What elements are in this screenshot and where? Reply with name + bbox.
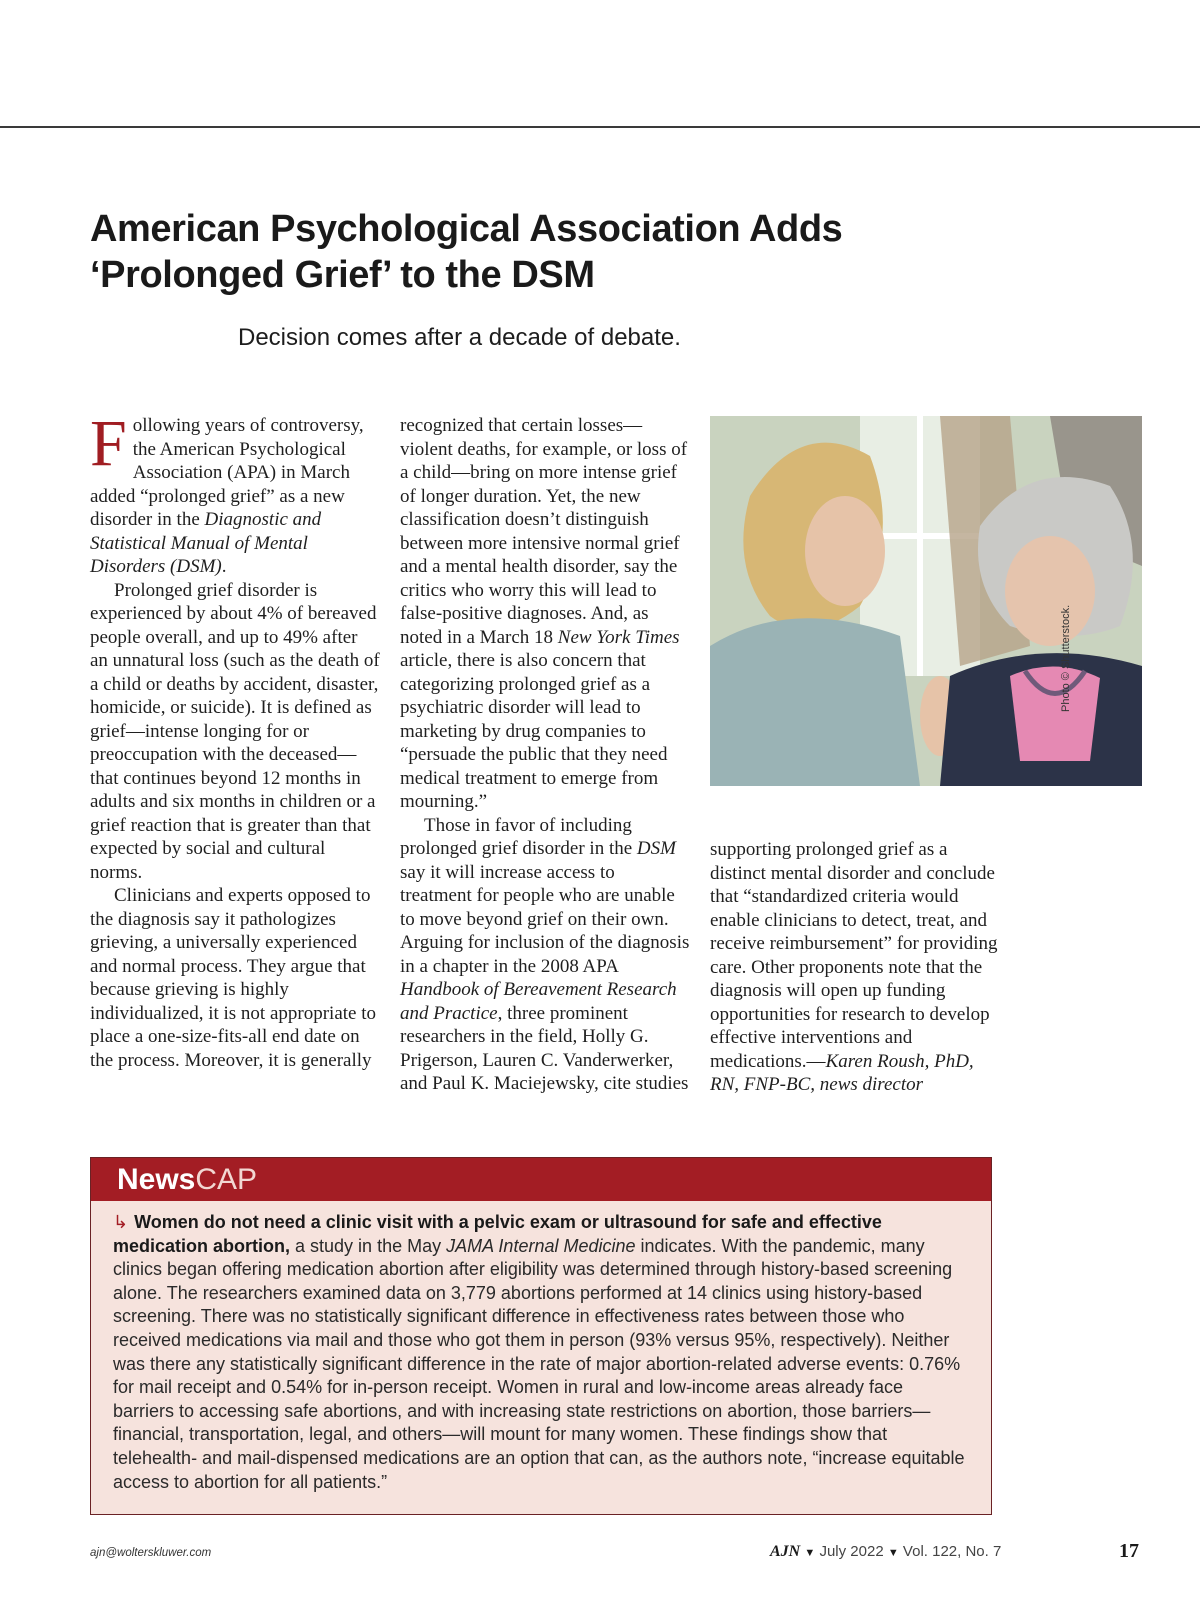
- article-column-2: [400, 414, 690, 1096]
- dropcap: F: [90, 407, 127, 480]
- journal-name: AJN: [770, 1543, 801, 1560]
- paragraph-text: say it will increase access to treatment for people who are unable to move beyond grief on their own. Arguing for inclusion of the diagnosis in a chapter in the 2008 APA: [400, 861, 690, 977]
- paragraph-text: , three prominent researchers in the field, Holly G. Prigerson, Lauren C. Vanderwerker, and Paul K. Maciejewsky, cite studies: [400, 1002, 689, 1094]
- newscap-label-cap: CAP: [195, 1163, 258, 1196]
- issue-date: July 2022: [819, 1543, 884, 1560]
- top-rule: [0, 126, 1200, 128]
- footer-email: ajn@wolterskluwer.com: [90, 1547, 212, 1559]
- newscap-box: [90, 1157, 992, 1515]
- arrow-icon: ↳: [113, 1212, 129, 1232]
- newscap-lead: Women do not need a clinic visit with a pelvic exam or ultrasound for safe and effective medication abortion,: [113, 1212, 882, 1256]
- article-title: American Psychological Association Adds ‘Prolonged Grief’ to the DSM: [90, 208, 843, 296]
- newscap-header: [91, 1158, 991, 1201]
- journal-title-italic: JAMA Internal Medicine: [446, 1235, 636, 1256]
- article-paragraph-5: [710, 838, 1000, 1097]
- dsm-title-italic: Diagnostic and Statistical Manual of Mental Disorders (DSM): [90, 509, 322, 577]
- article-column-3: [710, 838, 1000, 1097]
- triangle-icon: ▼: [804, 1547, 816, 1559]
- article-subtitle: Decision comes after a decade of debate.: [238, 324, 681, 351]
- newscap-text: indicates. With the pandemic, many clinics began offering medication abortion after eligibility was determined through history-based screening alone. The researchers examined data on 3,779 abortions performed at 14 clinics using history-based screening. There was no statistically significant difference in effectiveness rates between those who received medications via mail and those who got them in person (93% versus 95%, respectively). Neither was there any statistically significant difference in the rate of major abortion-related adverse events: 0.76% for mail receipt and 0.54% for in-person receipt. Women in rural and low-income areas already face barriers to accessing safe abortions, and with increasing state restrictions on abortion, those barriers—financial, transportation, legal, and others—will mount for many women. These findings show that telehealth- and mail-dispensed medications are an option that can, as the authors note, “increase equitable access to abortion for all patients.”: [113, 1235, 965, 1492]
- triangle-icon: ▼: [887, 1547, 899, 1559]
- photo-illustration: [710, 416, 1142, 786]
- paragraph-text: .: [221, 556, 227, 577]
- newscap-text: a study in the May: [290, 1235, 447, 1256]
- article-paragraph-1: [90, 407, 380, 579]
- article-column-1: [90, 407, 380, 1072]
- article-paragraph-4: [400, 814, 690, 1096]
- paragraph-text: article, there is also concern that categorizing prolonged grief as a psychiatric disorder will lead to marketing by drug companies to “persuade the public that they need medical treatment to emerge from mourning.”: [400, 650, 668, 812]
- volume-info: Vol. 122, No. 7: [902, 1543, 1002, 1560]
- photo-credit: Photo © Shutterstock.: [1060, 604, 1072, 712]
- article-paragraph-2: Prolonged grief disorder is experienced by about 4% of bereaved people overall, and up to 49% after an unnatural loss (such as the death of a child or deaths by accident, disaster, homicide, or suicide). It is defined as grief—intense longing for or preoccupation with the deceased—that continues beyond 12 months in adults and six months in children or a grief reaction that is greater than that expected by social and cultural norms.: [90, 579, 380, 883]
- dsm-italic: DSM: [636, 838, 676, 859]
- article-photo: [710, 416, 1142, 786]
- page-number: 17: [1119, 1540, 1139, 1562]
- newspaper-title-italic: New York Times: [557, 626, 680, 648]
- paragraph-text: Those in favor of including prolonged grief disorder in the: [400, 814, 637, 859]
- paragraph-text: supporting prolonged grief as a distinct mental disorder and conclude that “standardized criteria would enable clinicians to detect, treat, and receive reimbursement” for providing care. Other proponents note that the diagnosis will open up funding opportunities for research to develop effective interventions and medications.—: [710, 839, 998, 1072]
- newscap-label-news: News: [117, 1163, 196, 1196]
- newscap-body: [91, 1201, 991, 1494]
- handbook-title-italic: Handbook of Bereavement Research and Practice: [400, 979, 677, 1024]
- footer-journal-info: [770, 1543, 1001, 1561]
- paragraph-text: recognized that certain losses—violent deaths, for example, or loss of a child—bring on more intense grief of longer duration. Yet, the new classification doesn’t distinguish between more intensive normal grief and a mental health disorder, say the critics who worry this will lead to false-positive diagnoses. And, as noted in a March 18: [400, 415, 688, 648]
- article-paragraph-3-continued: [400, 414, 690, 814]
- article-paragraph-3: [90, 884, 380, 1072]
- byline: Karen Roush, PhD, RN, FNP-BC, news director: [710, 1050, 974, 1095]
- paragraph-text: ollowing years of controversy, the American Psychological Association (APA) in March added “prolonged grief” as a new disorder in the: [90, 415, 364, 530]
- paragraph-text: Clinicians and experts opposed to the diagnosis say it pathologizes grieving, a universally experienced and normal process. They argue that because grieving is highly individualized, it is not appropriate to place a one-size-fits-all end date on the process. Moreover, it is generally: [90, 885, 376, 1071]
